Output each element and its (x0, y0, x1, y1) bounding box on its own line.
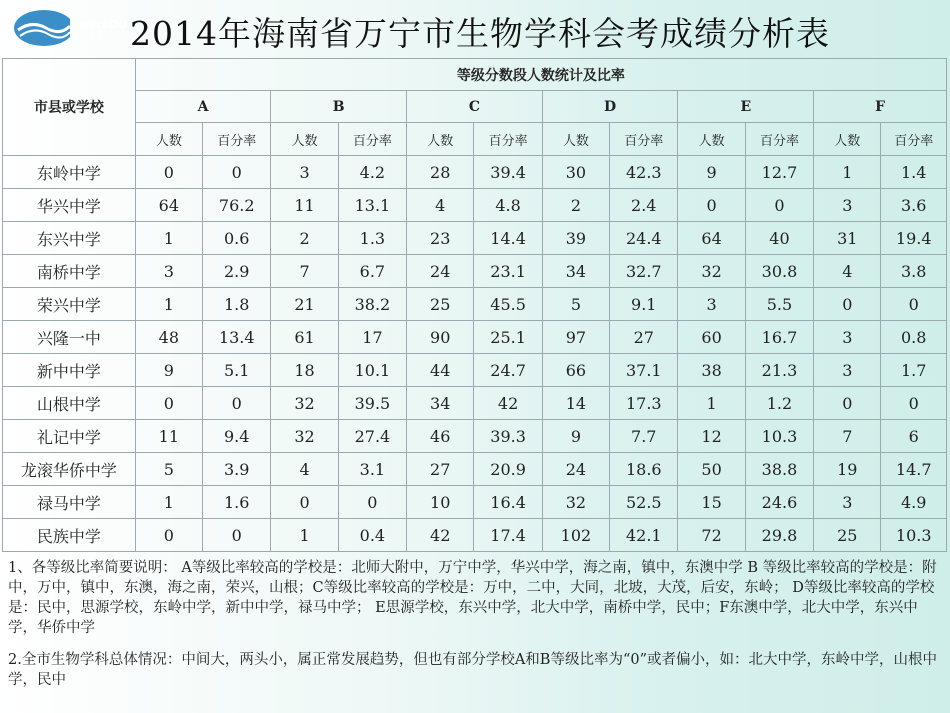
count-cell: 27 (407, 453, 474, 486)
percent-cell: 0 (745, 189, 813, 222)
count-cell: 1 (271, 519, 338, 552)
table-row (3, 222, 947, 255)
percent-cell: 21.3 (745, 354, 813, 387)
grade-header: F (814, 91, 947, 123)
logo (10, 6, 128, 50)
percent-cell: 38.2 (338, 288, 406, 321)
count-cell: 23 (407, 222, 474, 255)
count-cell: 4 (814, 255, 881, 288)
percent-cell: 4.8 (474, 189, 542, 222)
percent-cell: 9.4 (203, 420, 271, 453)
count-cell: 30 (542, 156, 609, 189)
percent-cell: 1.7 (881, 354, 947, 387)
count-cell: 14 (542, 387, 609, 420)
table-row (3, 255, 947, 288)
count-header: 人数 (678, 123, 745, 156)
count-cell: 61 (271, 321, 338, 354)
count-cell: 9 (678, 156, 745, 189)
note-grade-summary: 1、各等级比率简要说明： A等级比率较高的学校是：北师大附中，万宁中学，华兴中学，海之南，镇中，东澳中学 B 等级比率较高的学校是：附中，万中，镇中，东澳，海之南，荣兴，山根；C等级比率较高的学校是：万中，二中，大同，北坡，大茂，后安，东岭； D等级比率较高的学校是：民中，思源学校，东岭中学，新中中学，禄马中学； E思源学校，东兴中学，北大中学，南桥中学，民中；F东澳中学，北大中学，东兴中学，华侨中学 (8, 560, 937, 636)
percent-cell: 29.8 (745, 519, 813, 552)
group-header: 等级分数段人数统计及比率 (135, 59, 946, 91)
percent-header: 百分率 (474, 123, 542, 156)
count-cell: 0 (814, 288, 881, 321)
count-cell: 11 (135, 420, 202, 453)
count-header: 人数 (271, 123, 338, 156)
percent-cell: 24.7 (474, 354, 542, 387)
count-cell: 2 (271, 222, 338, 255)
percent-cell: 10.1 (338, 354, 406, 387)
percent-cell: 5.1 (203, 354, 271, 387)
count-cell: 32 (678, 255, 745, 288)
logo-wave-icon (10, 6, 70, 50)
logo-brand: DearEDU (72, 18, 128, 31)
corner-header: 市县或学校 (3, 59, 136, 156)
percent-cell: 18.6 (610, 453, 678, 486)
percent-cell: 39.5 (338, 387, 406, 420)
count-header: 人数 (135, 123, 202, 156)
count-cell: 0 (271, 486, 338, 519)
notes (8, 558, 943, 690)
school-name: 禄马中学 (3, 486, 136, 519)
percent-cell: 6 (881, 420, 947, 453)
school-name: 东兴中学 (3, 222, 136, 255)
percent-cell: 13.1 (338, 189, 406, 222)
percent-cell: 23.1 (474, 255, 542, 288)
count-cell: 32 (271, 420, 338, 453)
percent-cell: 0.6 (203, 222, 271, 255)
percent-cell: 3.9 (203, 453, 271, 486)
percent-cell: 5.5 (745, 288, 813, 321)
count-cell: 1 (135, 288, 202, 321)
count-cell: 42 (407, 519, 474, 552)
count-cell: 1 (135, 222, 202, 255)
count-cell: 31 (814, 222, 881, 255)
percent-cell: 7.7 (610, 420, 678, 453)
table-row (3, 156, 947, 189)
percent-cell: 42.3 (610, 156, 678, 189)
count-cell: 64 (135, 189, 202, 222)
count-cell: 19 (814, 453, 881, 486)
count-cell: 4 (271, 453, 338, 486)
percent-cell: 0.8 (881, 321, 947, 354)
percent-cell: 17 (338, 321, 406, 354)
percent-cell: 14.7 (881, 453, 947, 486)
count-cell: 102 (542, 519, 609, 552)
school-name: 荣兴中学 (3, 288, 136, 321)
count-cell: 97 (542, 321, 609, 354)
school-name: 东岭中学 (3, 156, 136, 189)
percent-cell: 40 (745, 222, 813, 255)
grade-header: C (407, 91, 543, 123)
count-cell: 48 (135, 321, 202, 354)
percent-cell: 20.9 (474, 453, 542, 486)
count-cell: 0 (135, 156, 202, 189)
count-cell: 9 (542, 420, 609, 453)
count-cell: 21 (271, 288, 338, 321)
count-header: 人数 (542, 123, 609, 156)
count-cell: 25 (407, 288, 474, 321)
grade-header: D (542, 91, 678, 123)
count-cell: 12 (678, 420, 745, 453)
count-cell: 32 (271, 387, 338, 420)
percent-cell: 52.5 (610, 486, 678, 519)
grade-header: E (678, 91, 814, 123)
count-header: 人数 (407, 123, 474, 156)
count-cell: 24 (407, 255, 474, 288)
percent-header: 百分率 (610, 123, 678, 156)
percent-cell: 39.4 (474, 156, 542, 189)
school-name: 民族中学 (3, 519, 136, 552)
percent-cell: 4.2 (338, 156, 406, 189)
percent-cell: 19.4 (881, 222, 947, 255)
percent-cell: 42 (474, 387, 542, 420)
percent-cell: 25.1 (474, 321, 542, 354)
percent-header: 百分率 (745, 123, 813, 156)
page-title: 2014年海南省万宁市生物学科会考成绩分析表 (130, 14, 830, 53)
table-row (3, 189, 947, 222)
percent-cell: 0 (338, 486, 406, 519)
table-row (3, 420, 947, 453)
percent-cell: 27 (610, 321, 678, 354)
count-cell: 18 (271, 354, 338, 387)
percent-cell: 42.1 (610, 519, 678, 552)
percent-cell: 0 (203, 156, 271, 189)
count-cell: 5 (542, 288, 609, 321)
count-cell: 44 (407, 354, 474, 387)
school-name: 兴隆一中 (3, 321, 136, 354)
percent-cell: 1.6 (203, 486, 271, 519)
percent-cell: 17.3 (610, 387, 678, 420)
logo-subtitle: 第二教育 (72, 33, 104, 42)
table-row (3, 519, 947, 552)
grade-header: B (271, 91, 407, 123)
percent-cell: 12.7 (745, 156, 813, 189)
table-row (3, 453, 947, 486)
percent-cell: 38.8 (745, 453, 813, 486)
percent-cell: 3.6 (881, 189, 947, 222)
percent-cell: 10.3 (745, 420, 813, 453)
percent-cell: 1.2 (745, 387, 813, 420)
count-cell: 66 (542, 354, 609, 387)
table-row (3, 387, 947, 420)
count-cell: 11 (271, 189, 338, 222)
count-cell: 34 (542, 255, 609, 288)
count-cell: 3 (678, 288, 745, 321)
count-cell: 64 (678, 222, 745, 255)
percent-cell: 0 (881, 387, 947, 420)
table-row (3, 321, 947, 354)
count-cell: 24 (542, 453, 609, 486)
count-cell: 60 (678, 321, 745, 354)
count-cell: 2 (542, 189, 609, 222)
count-cell: 15 (678, 486, 745, 519)
percent-cell: 27.4 (338, 420, 406, 453)
count-cell: 3 (135, 255, 202, 288)
percent-cell: 13.4 (203, 321, 271, 354)
percent-cell: 45.5 (474, 288, 542, 321)
count-cell: 3 (814, 189, 881, 222)
count-cell: 0 (814, 387, 881, 420)
count-cell: 38 (678, 354, 745, 387)
note-overall-summary: 2.全市生物学科总体情况：中间大，两头小，属正常发展趋势，但也有部分学校A和B等级比率为“0”或者偏小，如：北大中学，东岭中学，山根中学，民中 (8, 652, 938, 688)
percent-cell: 16.4 (474, 486, 542, 519)
count-cell: 32 (542, 486, 609, 519)
percent-cell: 14.4 (474, 222, 542, 255)
count-cell: 25 (814, 519, 881, 552)
table-row (3, 288, 947, 321)
percent-cell: 17.4 (474, 519, 542, 552)
percent-cell: 0.4 (338, 519, 406, 552)
grade-header: A (135, 91, 271, 123)
school-name: 南桥中学 (3, 255, 136, 288)
percent-cell: 10.3 (881, 519, 947, 552)
percent-cell: 0 (203, 387, 271, 420)
percent-cell: 37.1 (610, 354, 678, 387)
table-row (3, 354, 947, 387)
count-cell: 1 (135, 486, 202, 519)
percent-cell: 3.8 (881, 255, 947, 288)
percent-cell: 0 (203, 519, 271, 552)
count-cell: 5 (135, 453, 202, 486)
count-cell: 34 (407, 387, 474, 420)
percent-cell: 24.4 (610, 222, 678, 255)
percent-cell: 76.2 (203, 189, 271, 222)
count-cell: 0 (678, 189, 745, 222)
count-cell: 72 (678, 519, 745, 552)
count-cell: 3 (814, 486, 881, 519)
count-cell: 7 (814, 420, 881, 453)
percent-cell: 9.1 (610, 288, 678, 321)
percent-cell: 3.1 (338, 453, 406, 486)
percent-cell: 30.8 (745, 255, 813, 288)
count-header: 人数 (814, 123, 881, 156)
count-cell: 1 (678, 387, 745, 420)
school-name: 新中中学 (3, 354, 136, 387)
percent-cell: 24.6 (745, 486, 813, 519)
percent-cell: 1.4 (881, 156, 947, 189)
count-cell: 3 (814, 321, 881, 354)
count-cell: 4 (407, 189, 474, 222)
count-cell: 46 (407, 420, 474, 453)
count-cell: 90 (407, 321, 474, 354)
school-name: 龙滚华侨中学 (3, 453, 136, 486)
count-cell: 10 (407, 486, 474, 519)
percent-cell: 4.9 (881, 486, 947, 519)
score-table (2, 58, 947, 552)
percent-header: 百分率 (881, 123, 947, 156)
count-cell: 0 (135, 519, 202, 552)
percent-cell: 2.9 (203, 255, 271, 288)
table-row (3, 486, 947, 519)
percent-cell: 1.3 (338, 222, 406, 255)
count-cell: 0 (135, 387, 202, 420)
percent-cell: 1.8 (203, 288, 271, 321)
percent-header: 百分率 (203, 123, 271, 156)
count-cell: 9 (135, 354, 202, 387)
school-name: 礼记中学 (3, 420, 136, 453)
count-cell: 39 (542, 222, 609, 255)
count-cell: 28 (407, 156, 474, 189)
count-cell: 7 (271, 255, 338, 288)
percent-cell: 39.3 (474, 420, 542, 453)
count-cell: 3 (814, 354, 881, 387)
count-cell: 3 (271, 156, 338, 189)
percent-header: 百分率 (338, 123, 406, 156)
count-cell: 1 (814, 156, 881, 189)
percent-cell: 2.4 (610, 189, 678, 222)
school-name: 华兴中学 (3, 189, 136, 222)
percent-cell: 16.7 (745, 321, 813, 354)
school-name: 山根中学 (3, 387, 136, 420)
percent-cell: 0 (881, 288, 947, 321)
percent-cell: 32.7 (610, 255, 678, 288)
percent-cell: 6.7 (338, 255, 406, 288)
count-cell: 50 (678, 453, 745, 486)
